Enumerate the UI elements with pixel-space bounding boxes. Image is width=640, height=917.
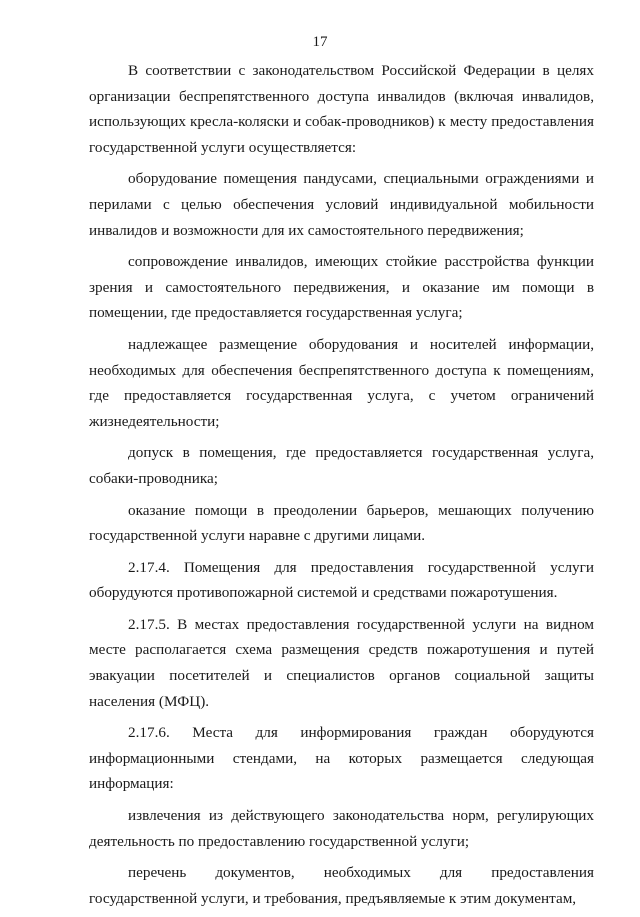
paragraph-barrier-help: оказание помощи в преодолении барьеров, мешающих получению государственной услуги наравне с другими лицами.	[89, 501, 594, 545]
page-number: 17	[312, 34, 328, 50]
paragraph-accessibility-intro: В соответствии с законодательством Российской Федерации в целях организации беспрепятственного доступа инвалидов (включая инвалидов, использующих кресла-коляски и собак-проводников) к месту предоставления государственной услуги осуществляется:	[89, 62, 594, 156]
document-body	[89, 58, 594, 917]
paragraph-escort-assistance: сопровождение инвалидов, имеющих стойкие расстройства функции зрения и самостоятельного передвижения, и оказание им помощи в помещении, где предоставляется государственная услуга;	[89, 253, 594, 322]
paragraph-information-placement: надлежащее размещение оборудования и носителей информации, необходимых для обеспечения беспрепятственного доступа к помещениям, где предоставляется государственная услуга, с учетом ограничений жизнедеятельности;	[89, 335, 594, 430]
paragraph-guide-dog-access: допуск в помещения, где предоставляется государственная услуга, собаки-проводника;	[89, 444, 594, 487]
paragraph-section-2-17-4: 2.17.4. Помещения для предоставления государственной услуги оборудуются противопожарной системой и средствами пожаротушения.	[89, 558, 594, 602]
paragraph-ramps-equipment: оборудование помещения пандусами, специальными ограждениями и перилами с целью обеспечения условий индивидуальной мобильности инвалидов и возможности для их самостоятельного передвижения;	[89, 170, 594, 239]
paragraph-legislation-extracts: извлечения из действующего законодательства норм, регулирующих деятельность по предоставлению государственной услуги;	[89, 807, 594, 850]
paragraph-section-2-17-5: 2.17.5. В местах предоставления государственной услуги на видном месте располагается схема размещения средств пожаротушения и путей эвакуации посетителей и специалистов органов социальной защиты населения (МФЦ).	[89, 615, 594, 710]
paragraph-documents-list: перечень документов, необходимых для предоставления государственной услуги, и требования, предъявляемые к этим документам,	[89, 864, 594, 907]
paragraph-section-2-17-6: 2.17.6. Места для информирования граждан оборудуются информационными стендами, на которых размещается следующая информация:	[89, 724, 594, 793]
